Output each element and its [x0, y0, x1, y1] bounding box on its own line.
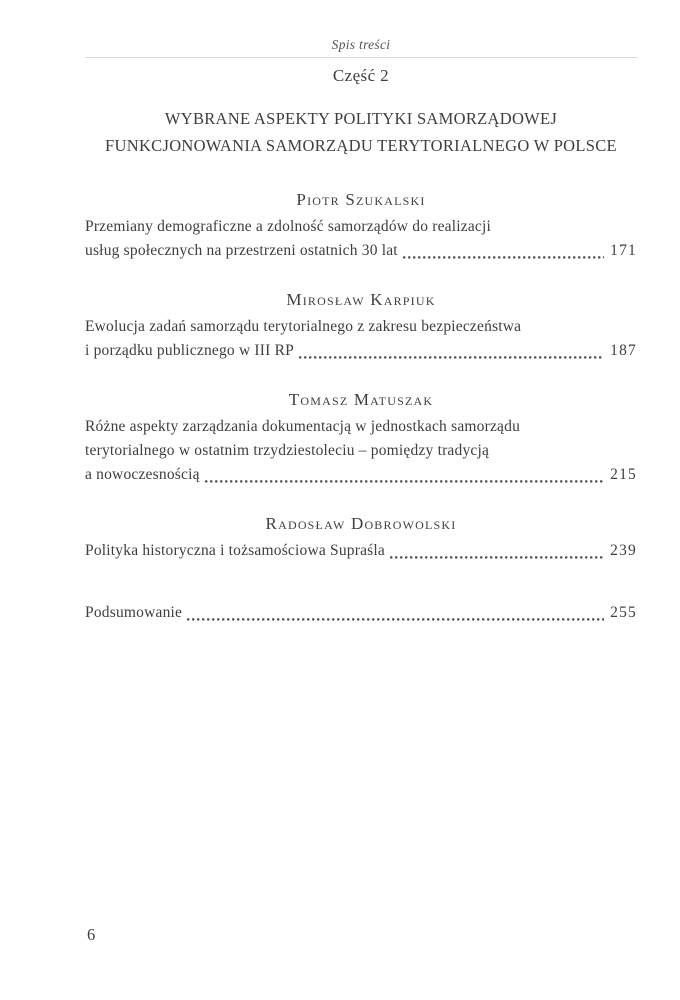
author-name: Mirosław Karpiuk: [286, 290, 436, 309]
entry-last-line: [85, 239, 637, 263]
page-ref: 215: [610, 466, 637, 483]
header-rule-divider: [85, 57, 637, 58]
toc-entry: [85, 514, 637, 563]
author-name: Tomasz Matuszak: [288, 390, 434, 409]
entry-title-line: Przemiany demograficzne a zdolność samorządów do realizacji: [85, 218, 492, 235]
entry-title-line: Polityka historyczna i tożsamościowa Supraśla: [85, 542, 385, 559]
section-title: WYBRANE ASPEKTY POLITYKI SAMORZĄDOWEJ FUNKCJONOWANIA SAMORZĄDU TERYTORIALNEGO W POLSCE: [105, 109, 617, 155]
entry-title-line: Podsumowanie: [85, 604, 183, 621]
toc-entry: [85, 290, 637, 363]
content-column: [85, 0, 637, 625]
part-label: Część 2: [332, 66, 390, 85]
running-header: Spis treści: [331, 37, 391, 52]
entry-last-line: [85, 463, 637, 487]
toc-entry: [85, 190, 637, 263]
dot-leader: [200, 463, 610, 487]
toc-entry-summary: [85, 601, 637, 625]
page-ref: 239: [610, 542, 637, 559]
entry-last-line: [85, 539, 637, 563]
table-of-contents: [85, 190, 637, 625]
author-name: Piotr Szukalski: [296, 190, 426, 209]
entry-title-line: terytorialnego w ostatnim trzydziestoleciu – pomiędzy tradycją: [85, 442, 490, 459]
entry-title-line: Ewolucja zadań samorządu terytorialnego z zakresu bezpieczeństwa: [85, 318, 522, 335]
page-ref: 187: [610, 342, 637, 359]
toc-entry: [85, 390, 637, 487]
entry-title-line: i porządku publicznego w III RP: [85, 342, 294, 359]
dot-leader: [385, 539, 610, 563]
page-ref: 255: [610, 604, 637, 621]
entry-title-line: Różne aspekty zarządzania dokumentacją w jednostkach samorządu: [85, 418, 521, 435]
entry-last-line: [85, 601, 637, 625]
entry-title-line: a nowoczesnością: [85, 466, 200, 483]
dot-leader: [398, 239, 610, 263]
dot-leader: [294, 339, 610, 363]
entry-last-line: [85, 339, 637, 363]
page-ref: 171: [610, 242, 637, 259]
dot-leader: [182, 601, 610, 625]
folio-page-number: 6: [87, 925, 96, 944]
entry-title-line: usług społecznych na przestrzeni ostatnich 30 lat: [85, 242, 398, 259]
author-name: Radosław Dobrowolski: [265, 514, 457, 533]
